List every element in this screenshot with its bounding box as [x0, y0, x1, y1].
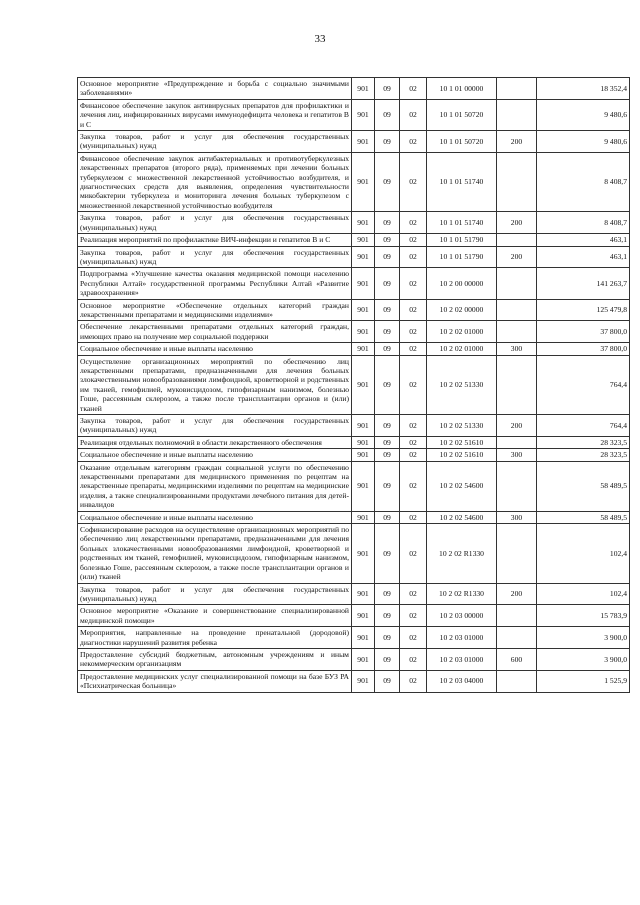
expense-type-code: 600: [497, 648, 537, 670]
section-code: 09: [375, 152, 400, 211]
table-row: [78, 355, 630, 414]
expense-type-code: [497, 436, 537, 448]
grbs-code: 901: [352, 78, 375, 100]
section-code: 09: [375, 583, 400, 605]
target-article-code: 10 2 02 R1330: [427, 583, 497, 605]
subsection-code: 02: [400, 605, 427, 627]
expense-type-code: [497, 461, 537, 511]
expense-type-code: 300: [497, 511, 537, 523]
expense-type-code: [497, 268, 537, 299]
grbs-code: 901: [352, 355, 375, 414]
amount: 28 323,5: [537, 449, 630, 461]
section-code: 09: [375, 99, 400, 130]
amount: 1 525,9: [537, 670, 630, 692]
table-row: [78, 212, 630, 234]
subsection-code: 02: [400, 99, 427, 130]
target-article-code: 10 1 01 51790: [427, 246, 497, 268]
grbs-code: 901: [352, 321, 375, 343]
table-row: [78, 246, 630, 268]
row-name: Подпрограмма «Улучшение качества оказания медицинской помощи населению Республики Алтай» государственной программы Республики Алтай «Развитие здравоохранения»: [78, 268, 352, 299]
subsection-code: 02: [400, 415, 427, 437]
grbs-code: 901: [352, 99, 375, 130]
expense-type-code: 200: [497, 583, 537, 605]
table-row: [78, 449, 630, 461]
subsection-code: 02: [400, 131, 427, 153]
expense-type-code: 200: [497, 415, 537, 437]
table-row: [78, 321, 630, 343]
table-row: [78, 670, 630, 692]
grbs-code: 901: [352, 152, 375, 211]
amount: 764,4: [537, 415, 630, 437]
row-name: Финансовое обеспечение закупок антивирусных препаратов для профилактики и лечения лиц, инфицированных вирусами иммунодефицита человека и гепатитов В и С: [78, 99, 352, 130]
target-article-code: 10 1 01 51740: [427, 212, 497, 234]
table-row: [78, 152, 630, 211]
table-row: [78, 524, 630, 583]
subsection-code: 02: [400, 449, 427, 461]
grbs-code: 901: [352, 299, 375, 321]
section-code: 09: [375, 415, 400, 437]
target-article-code: 10 2 03 01000: [427, 648, 497, 670]
row-name: Основное мероприятие «Обеспечение отдельных категорий граждан лекарственными препаратами и медицинскими изделиями»: [78, 299, 352, 321]
amount: 463,1: [537, 246, 630, 268]
section-code: 09: [375, 436, 400, 448]
grbs-code: 901: [352, 583, 375, 605]
subsection-code: 02: [400, 343, 427, 355]
expense-type-code: 200: [497, 246, 537, 268]
row-name: Предоставление субсидий бюджетным, автономным учреждениям и иным некоммерческим организациям: [78, 648, 352, 670]
section-code: 09: [375, 131, 400, 153]
section-code: 09: [375, 648, 400, 670]
page-number: 33: [314, 33, 326, 45]
row-name: Осуществление организационных мероприятий по обеспечению лиц лекарственными препаратами, предназначенными для лечения больных злокачественными новообразованиями лимфоидной, кроветворной и родственных им тканей, гемофилией, муковисцидозом, гипофизарным нанизмом, болезнью Гоше, рассеянным склерозом, а также после трансплантации органов и (или) тканей: [78, 355, 352, 414]
row-name: Закупка товаров, работ и услуг для обеспечения государственных (муниципальных) нужд: [78, 415, 352, 437]
target-article-code: 10 2 02 51610: [427, 449, 497, 461]
expense-type-code: [497, 321, 537, 343]
amount: 37 800,0: [537, 321, 630, 343]
section-code: 09: [375, 627, 400, 649]
section-code: 09: [375, 299, 400, 321]
table-row: [78, 78, 630, 100]
section-code: 09: [375, 524, 400, 583]
amount: 58 489,5: [537, 461, 630, 511]
subsection-code: 02: [400, 246, 427, 268]
subsection-code: 02: [400, 670, 427, 692]
row-name: Мероприятия, направленные на проведение пренатальной (дородовой) диагностики нарушений развития ребенка: [78, 627, 352, 649]
target-article-code: 10 1 01 50720: [427, 99, 497, 130]
target-article-code: 10 2 03 04000: [427, 670, 497, 692]
subsection-code: 02: [400, 268, 427, 299]
section-code: 09: [375, 246, 400, 268]
target-article-code: 10 2 02 54600: [427, 511, 497, 523]
subsection-code: 02: [400, 78, 427, 100]
expense-type-code: 200: [497, 131, 537, 153]
table-row: [78, 648, 630, 670]
table-row: [78, 583, 630, 605]
expense-type-code: [497, 524, 537, 583]
amount: 58 489,5: [537, 511, 630, 523]
target-article-code: 10 2 00 00000: [427, 268, 497, 299]
section-code: 09: [375, 355, 400, 414]
expense-type-code: [497, 299, 537, 321]
grbs-code: 901: [352, 670, 375, 692]
target-article-code: 10 2 03 00000: [427, 605, 497, 627]
target-article-code: 10 2 02 R1330: [427, 524, 497, 583]
row-name: Социальное обеспечение и иные выплаты населению: [78, 343, 352, 355]
table-row: [78, 299, 630, 321]
amount: 463,1: [537, 234, 630, 246]
section-code: 09: [375, 449, 400, 461]
table-row: [78, 436, 630, 448]
table-row: [78, 131, 630, 153]
section-code: 09: [375, 321, 400, 343]
table-row: [78, 268, 630, 299]
expense-type-code: [497, 605, 537, 627]
grbs-code: 901: [352, 415, 375, 437]
grbs-code: 901: [352, 449, 375, 461]
expense-type-code: 300: [497, 343, 537, 355]
subsection-code: 02: [400, 511, 427, 523]
grbs-code: 901: [352, 234, 375, 246]
section-code: 09: [375, 234, 400, 246]
target-article-code: 10 1 01 51740: [427, 152, 497, 211]
target-article-code: 10 1 01 50720: [427, 131, 497, 153]
target-article-code: 10 2 02 51330: [427, 355, 497, 414]
amount: 9 480,6: [537, 99, 630, 130]
amount: 9 480,6: [537, 131, 630, 153]
amount: 141 263,7: [537, 268, 630, 299]
subsection-code: 02: [400, 234, 427, 246]
subsection-code: 02: [400, 321, 427, 343]
section-code: 09: [375, 78, 400, 100]
grbs-code: 901: [352, 212, 375, 234]
row-name: Софинансирование расходов на осуществление организационных мероприятий по обеспечению лиц лекарственными препаратами, предназначенными для лечения больных злокачественными новообразованиями лимфоидной, кроветворной и родственных им тканей, гемофилией, муковисцидозом, гипофизарным нанизмом, болезнью Гоше, рассеянным склерозом, а также после трансплантации органов и (или) тканей: [78, 524, 352, 583]
budget-table: [77, 77, 630, 693]
target-article-code: 10 2 02 54600: [427, 461, 497, 511]
section-code: 09: [375, 605, 400, 627]
amount: 8 408,7: [537, 152, 630, 211]
row-name: Предоставление медицинских услуг специализированной помощи на базе БУЗ РА «Психиатрическая больница»: [78, 670, 352, 692]
target-article-code: 10 2 02 00000: [427, 299, 497, 321]
subsection-code: 02: [400, 299, 427, 321]
expense-type-code: [497, 670, 537, 692]
expense-type-code: [497, 627, 537, 649]
table-row: [78, 99, 630, 130]
section-code: 09: [375, 511, 400, 523]
grbs-code: 901: [352, 524, 375, 583]
row-name: Закупка товаров, работ и услуг для обеспечения государственных (муниципальных) нужд: [78, 583, 352, 605]
grbs-code: 901: [352, 436, 375, 448]
section-code: 09: [375, 268, 400, 299]
expense-type-code: [497, 99, 537, 130]
subsection-code: 02: [400, 583, 427, 605]
grbs-code: 901: [352, 343, 375, 355]
table-row: [78, 627, 630, 649]
subsection-code: 02: [400, 627, 427, 649]
amount: 102,4: [537, 524, 630, 583]
grbs-code: 901: [352, 246, 375, 268]
table-row: [78, 234, 630, 246]
subsection-code: 02: [400, 436, 427, 448]
amount: 102,4: [537, 583, 630, 605]
grbs-code: 901: [352, 268, 375, 299]
section-code: 09: [375, 212, 400, 234]
section-code: 09: [375, 670, 400, 692]
section-code: 09: [375, 343, 400, 355]
grbs-code: 901: [352, 605, 375, 627]
amount: 3 900,0: [537, 627, 630, 649]
grbs-code: 901: [352, 461, 375, 511]
section-code: 09: [375, 461, 400, 511]
row-name: Основное мероприятие «Предупреждение и борьба с социально значимыми заболеваниями»: [78, 78, 352, 100]
target-article-code: 10 2 03 01000: [427, 627, 497, 649]
row-name: Основное мероприятие «Оказание и совершенствование специализированной медицинской помощи»: [78, 605, 352, 627]
table-row: [78, 415, 630, 437]
target-article-code: 10 2 02 51330: [427, 415, 497, 437]
row-name: Оказание отдельным категориям граждан социальной услуги по обеспечению лекарственными препаратами для медицинского применения по рецептам на лекарственные препараты, медицинскими изделиями по рецептам на медицинские изделия, а также специализированными продуктами лечебного питания для детей-инвалидов: [78, 461, 352, 511]
target-article-code: 10 1 01 00000: [427, 78, 497, 100]
table-row: [78, 461, 630, 511]
expense-type-code: [497, 152, 537, 211]
row-name: Закупка товаров, работ и услуг для обеспечения государственных (муниципальных) нужд: [78, 246, 352, 268]
amount: 764,4: [537, 355, 630, 414]
grbs-code: 901: [352, 627, 375, 649]
expense-type-code: [497, 78, 537, 100]
row-name: Реализация отдельных полномочий в области лекарственного обеспечения: [78, 436, 352, 448]
expense-type-code: [497, 234, 537, 246]
row-name: Социальное обеспечение и иные выплаты населению: [78, 511, 352, 523]
grbs-code: 901: [352, 648, 375, 670]
row-name: Реализация мероприятий по профилактике ВИЧ-инфекции и гепатитов В и С: [78, 234, 352, 246]
grbs-code: 901: [352, 511, 375, 523]
amount: 15 783,9: [537, 605, 630, 627]
table-row: [78, 605, 630, 627]
amount: 125 479,8: [537, 299, 630, 321]
amount: 8 408,7: [537, 212, 630, 234]
expense-type-code: [497, 355, 537, 414]
row-name: Финансовое обеспечение закупок антибактериальных и противотуберкулезных лекарственных препаратов (второго ряда), применяемых при лечении больных туберкулезом с множественной лекарственной устойчивостью возбудителя, и диагностических средств для выявления, определения чувствительности микобактерии туберкулеза и мониторинга лечения больных туберкулезом с множественной лекарственной устойчивостью возбудителя: [78, 152, 352, 211]
row-name: Обеспечение лекарственными препаратами отдельных категорий граждан, имеющих право на получение мер социальной поддержки: [78, 321, 352, 343]
row-name: Социальное обеспечение и иные выплаты населению: [78, 449, 352, 461]
subsection-code: 02: [400, 461, 427, 511]
amount: 3 900,0: [537, 648, 630, 670]
row-name: Закупка товаров, работ и услуг для обеспечения государственных (муниципальных) нужд: [78, 131, 352, 153]
subsection-code: 02: [400, 355, 427, 414]
target-article-code: 10 2 02 51610: [427, 436, 497, 448]
amount: 28 323,5: [537, 436, 630, 448]
target-article-code: 10 1 01 51790: [427, 234, 497, 246]
subsection-code: 02: [400, 152, 427, 211]
target-article-code: 10 2 02 01000: [427, 343, 497, 355]
table-row: [78, 343, 630, 355]
expense-type-code: 200: [497, 212, 537, 234]
table-row: [78, 511, 630, 523]
row-name: Закупка товаров, работ и услуг для обеспечения государственных (муниципальных) нужд: [78, 212, 352, 234]
subsection-code: 02: [400, 212, 427, 234]
amount: 37 800,0: [537, 343, 630, 355]
subsection-code: 02: [400, 524, 427, 583]
amount: 18 352,4: [537, 78, 630, 100]
target-article-code: 10 2 02 01000: [427, 321, 497, 343]
expense-type-code: 300: [497, 449, 537, 461]
subsection-code: 02: [400, 648, 427, 670]
grbs-code: 901: [352, 131, 375, 153]
